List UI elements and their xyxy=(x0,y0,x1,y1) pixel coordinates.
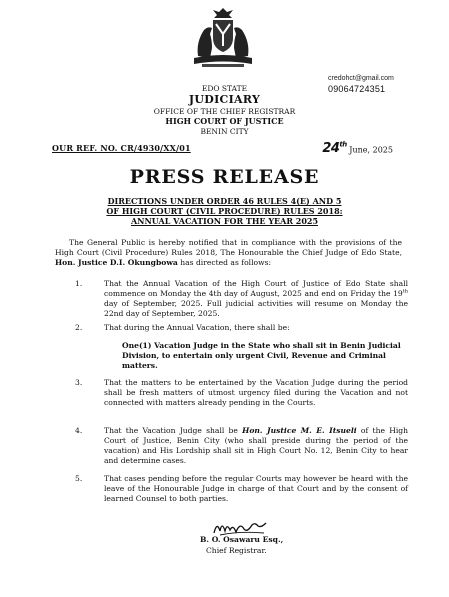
contact-phone: 09064724351 xyxy=(328,84,386,94)
item-4-text: That the Vacation Judge shall be Hon. Justice M. E. Itsueli of the High Court of Justice, Benin City (who shall preside during the period of the vacation) and His Lordship shall sit in High Court No. 12, Benin City to hear and determine cases. xyxy=(104,426,408,465)
coat-of-arms-emblem xyxy=(188,6,258,70)
item-3-number: 3. xyxy=(75,378,83,387)
signatory-name: B. O. Osawaru Esq., xyxy=(200,535,284,544)
header-judiciary: JUDICIARY xyxy=(188,93,261,106)
item-1-number: 1. xyxy=(75,279,83,288)
date-rest: June, 2025 xyxy=(349,145,393,155)
item-4-number: 4. xyxy=(75,426,83,435)
item-5-number: 5. xyxy=(75,474,83,483)
vacation-judge-name: Hon. Justice M. E. Itsueli xyxy=(242,426,357,435)
chief-judge-name: Hon. Justice D.I. Okungbowa xyxy=(55,258,178,267)
item-2-vacation-judge-note: One(1) Vacation Judge in the State who shall sit in Benin Judicial Division, to entertain only urgent Civil, Revenue and Criminal matters. xyxy=(122,341,401,370)
page-title: PRESS RELEASE xyxy=(129,166,320,188)
item-2-text: That during the Annual Vacation, there shall be: xyxy=(104,323,290,332)
subtitle xyxy=(0,196,449,226)
item-3-text: That the matters to be entertained by the Vacation Judge during the period shall be fresh matters of utmost urgency filed during the Vacation and not connected with matters already pending in the Courts. xyxy=(104,378,408,407)
date-day-handwritten: 24th xyxy=(322,141,347,157)
item-1-text: That the Annual Vacation of the High Court of Justice of Edo State shall commence on Monday the 4th day of August, 2025 and end on Friday the 19th day of September, 2025. Full judicial activities will resume on Monday the 22nd day of September, 2025. xyxy=(104,279,408,318)
subtitle-line-3: ANNUAL VACATION FOR THE YEAR 2025 xyxy=(130,216,319,226)
reference-number: OUR REF. NO. CR/4930/XX/01 xyxy=(52,143,191,153)
header-office: OFFICE OF THE CHIEF REGISTRAR xyxy=(153,107,296,116)
release-date xyxy=(322,141,393,156)
header-state: EDO STATE xyxy=(201,84,248,93)
reference-line xyxy=(52,141,393,155)
item-2-number: 2. xyxy=(75,323,83,332)
contact-email: credohct@gmail.com xyxy=(328,75,394,82)
intro-paragraph: The General Public is hereby notified that in compliance with the provisions of the High Court (Civil Procedure) Rules 2018, The Honourable the Chief Judge of Edo State, Hon. Justice D.I. Okungbowa has directed as follows: xyxy=(55,238,402,267)
header-city: BENIN CITY xyxy=(200,127,249,136)
signatory-title: Chief Registrar. xyxy=(206,546,267,555)
subtitle-line-1: DIRECTIONS UNDER ORDER 46 RULES 4(E) AND 5 xyxy=(107,196,342,206)
item-5-text: That cases pending before the regular Courts may however be heard with the leave of the Honourable Judge in charge of that Court and by the consent of learned Counsel to both parties. xyxy=(104,474,408,503)
header-court: HIGH COURT OF JUSTICE xyxy=(165,116,284,126)
subtitle-line-2: OF HIGH COURT (CIVIL PROCEDURE) RULES 2018: xyxy=(106,206,343,216)
